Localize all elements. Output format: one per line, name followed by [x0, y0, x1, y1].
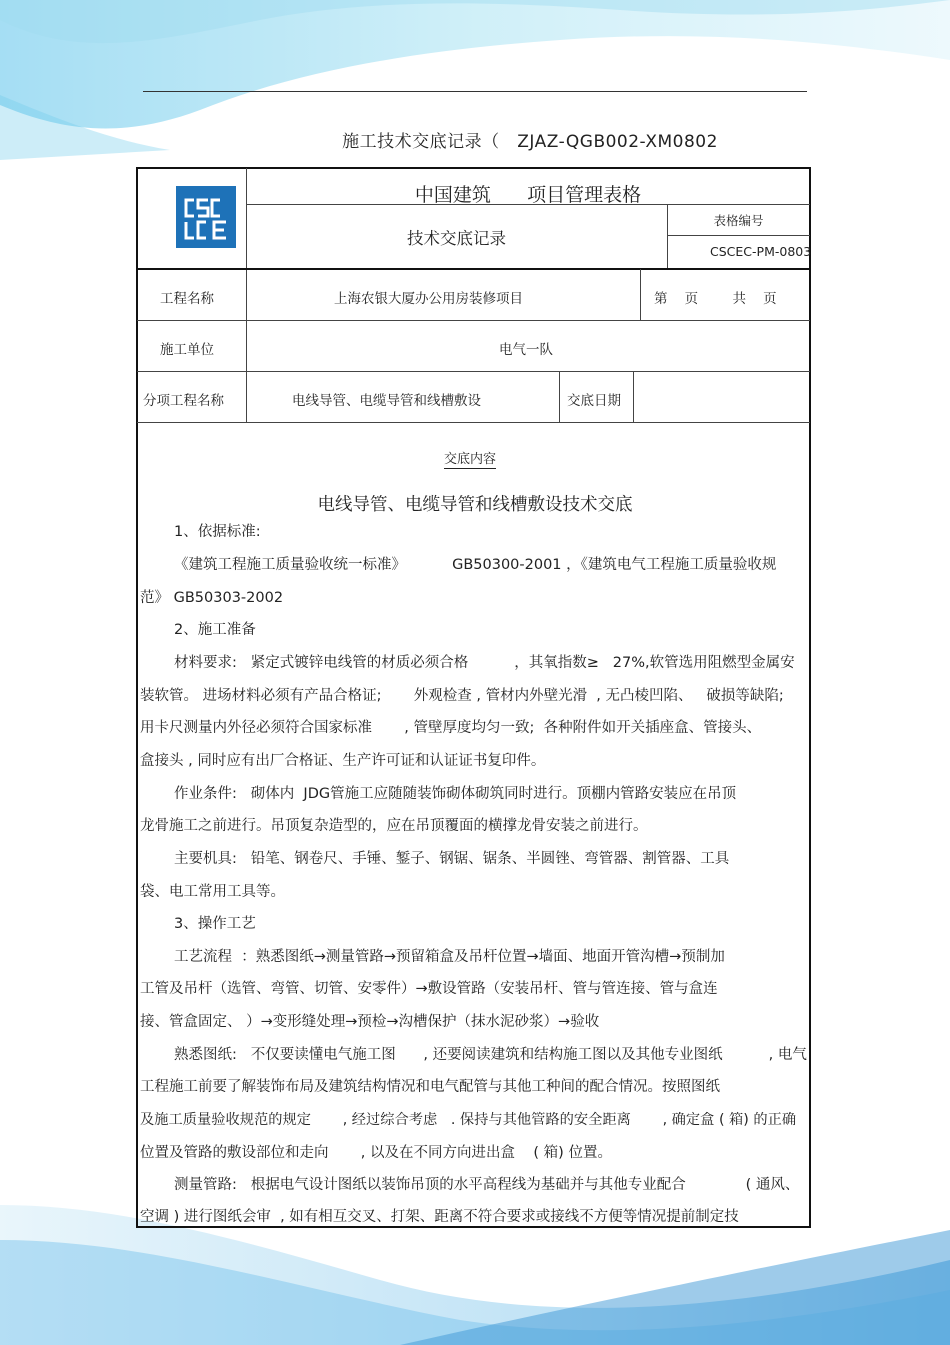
row-line-3	[137, 422, 810, 423]
row-line-1	[137, 320, 810, 321]
construction-unit-label: 施工单位	[160, 342, 214, 358]
body-line: 《建筑工程施工质量验收统一标准》 GB50300-2001 ，《建筑电气工程施工质量验收规	[174, 557, 777, 573]
form-no-subline	[667, 235, 810, 236]
header-bottom-line	[137, 268, 810, 270]
subitem-name-value: 电线导管、电缆导管和线槽敷设	[292, 393, 481, 409]
page-count-label: 第 页 共 页	[654, 291, 777, 307]
body-line: 用卡尺测量内外径必须符合国家标准 , 管壁厚度均匀一致; 各种附件如开关插座盒、管接头、	[140, 720, 762, 736]
body-line: 工程施工前要了解装饰布局及建筑结构情况和电气配管与其他工种间的配合情况。按照图纸	[140, 1079, 720, 1095]
body-line: 龙骨施工之前进行。吊顶复杂造型的，应在吊顶覆面的横撑龙骨安装之前进行。	[140, 818, 648, 834]
page-cell-divider	[640, 269, 641, 320]
body-line: 熟悉图纸: 不仅要读懂电气施工图 , 还要阅读建筑和结构施工图以及其他专业图纸 , 电气	[174, 1047, 807, 1063]
body-line: 作业条件: 砌体内 JDG管施工应随随装饰砌体砌筑同时进行。顶棚内管路安装应在吊顶	[174, 786, 737, 802]
handover-date-label: 交底日期	[567, 393, 621, 409]
subitem-name-label: 分项工程名称	[143, 393, 224, 409]
date-label-divider-right	[633, 371, 634, 422]
body-line: 测量管路: 根据电气设计图纸以装饰吊顶的水平高程线为基础并与其他专业配合 ( 通风、	[174, 1177, 800, 1193]
content-heading: 电线导管、电缆导管和线槽敷设技术交底	[317, 495, 633, 515]
cscec-logo-icon	[176, 186, 236, 248]
form-no-value: CSCEC-PM-0803	[710, 244, 812, 259]
construction-unit-value: 电气一队	[499, 342, 553, 358]
body-line: 空调 ) 进行图纸会审 , 如有相互交叉、打架、距离不符合要求或接线不方便等情况提前制定技	[140, 1209, 739, 1225]
top-rule	[143, 91, 807, 92]
project-name-value: 上海农银大厦办公用房装修项目	[334, 291, 523, 307]
body-line: 1、依据标准:	[174, 524, 261, 540]
body-line: 3、操作工艺	[174, 916, 256, 932]
body-line: 2、施工准备	[174, 622, 256, 638]
document-title: 施工技术交底记录（ ZJAZ-QGB002-XM0802	[342, 132, 718, 152]
date-label-divider-left	[559, 371, 560, 422]
row-line-2	[137, 371, 810, 372]
body-line: 工艺流程 ：熟悉图纸→测量管路→预留箱盒及吊杆位置→墙面、地面开管沟槽→预制加	[174, 949, 725, 965]
body-line: 工管及吊杆（选管、弯管、切管、安零件）→敷设管路（安装吊杆、管与管连接、管与盒连	[140, 981, 718, 997]
project-name-label: 工程名称	[160, 291, 214, 307]
body-line: 盒接头 , 同时应有出厂合格证、生产许可证和认证证书复印件。	[140, 753, 546, 769]
org-title: 中国建筑 项目管理表格	[414, 184, 642, 206]
form-no-label: 表格编号	[713, 213, 764, 228]
body-line: 材料要求: 紧定式镀锌电线管的材质必须合格 ，其氧指数≥ 27%,软管选用阻燃型金属安	[174, 655, 795, 671]
form-title: 技术交底记录	[407, 229, 506, 248]
body-line: 装软管。 进场材料必须有产品合格证; 外观检查 , 管材内外壁光滑 , 无凸棱凹陷、 破损等缺陷;	[140, 688, 784, 704]
body-line: 及施工质量验收规范的规定 , 经过综合考虑 . 保持与其他管路的安全距离 , 确定盒 ( 箱) 的正确	[140, 1112, 797, 1128]
body-line: 主要机具: 铅笔、钢卷尺、手锤、錾子、钢锯、锯条、半圆锉、弯管器、割管器、工具	[174, 851, 730, 867]
body-line: 位置及管路的敷设部位和走向 , 以及在不同方向进出盒 ( 箱) 位置。	[140, 1145, 612, 1161]
content-label: 交底内容	[444, 448, 496, 469]
cscec-logo	[176, 186, 236, 248]
body-line: 袋、电工常用工具等。	[140, 884, 285, 900]
body-line: 接、管盒固定、 ）→变形缝处理→预检→沟槽保护（抹水泥砂浆）→验收	[140, 1014, 600, 1030]
body-line: 范》 GB50303-2002	[140, 590, 284, 606]
